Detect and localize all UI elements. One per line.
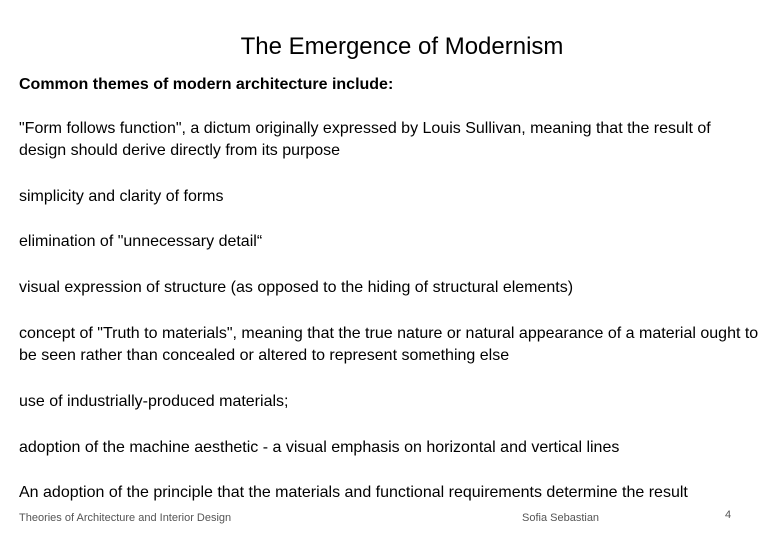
footer-author: Sofia Sebastian <box>522 512 600 524</box>
list-item: An adoption of the principle that the materials and functional requirements determine the result <box>19 484 688 501</box>
page-number: 4 <box>725 509 732 521</box>
list-item: concept of "Truth to materials", meaning that the true nature or natural appearance of a material ought to be seen rather than concealed or altered to represent something else <box>19 325 759 364</box>
list-item: adoption of the machine aesthetic - a visual emphasis on horizontal and vertical lines <box>19 439 620 456</box>
list-item: elimination of "unnecessary detail“ <box>19 233 263 250</box>
list-item: "Form follows function", a dictum originally expressed by Louis Sullivan, meaning that the result of design should derive directly from its purpose <box>19 120 711 159</box>
slide-title: The Emergence of Modernism <box>240 33 564 60</box>
list-item: visual expression of structure (as opposed to the hiding of structural elements) <box>19 279 574 296</box>
list-item: simplicity and clarity of forms <box>19 188 224 205</box>
slide-subtitle: Common themes of modern architecture include: <box>19 76 394 93</box>
footer-course: Theories of Architecture and Interior Design <box>19 512 232 524</box>
list-item: use of industrially-produced materials; <box>19 393 289 410</box>
